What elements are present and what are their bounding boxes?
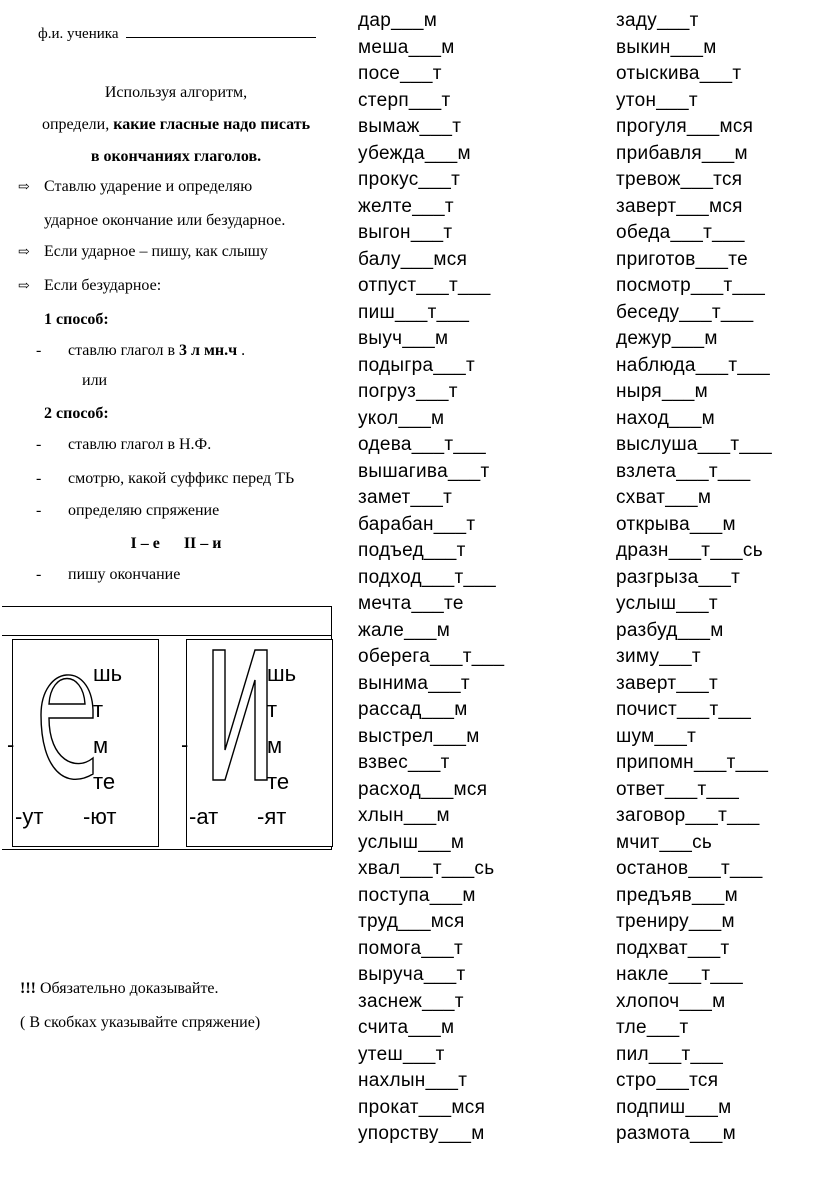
exercise-word: помога___т xyxy=(358,937,463,959)
dash-bullet: - xyxy=(36,566,42,583)
step-1 xyxy=(18,178,252,196)
way-1-title: 1 способ: xyxy=(44,311,109,328)
exercise-word: посе___т xyxy=(358,63,442,84)
exercise-word: погруз___т xyxy=(358,381,458,402)
student-name-blank[interactable] xyxy=(126,24,316,38)
way-2-item-3-text: определяю спряжение xyxy=(68,502,220,519)
second-conjugation-endings xyxy=(267,656,296,800)
exercise-word: подыгра___т xyxy=(358,354,475,376)
ending: те xyxy=(267,769,290,794)
prove-note xyxy=(20,980,219,998)
exercise-word: беседу___т___ xyxy=(616,301,754,323)
way-2-item-4-text: пишу окончание xyxy=(68,566,181,583)
exercise-word: заверт___т xyxy=(616,672,718,694)
exercise-word: хвал___т___сь xyxy=(358,858,495,879)
exercise-word: наблюда___т___ xyxy=(616,354,770,376)
exercise-word: вынима___т xyxy=(358,672,470,694)
step-2 xyxy=(18,243,268,261)
ending: шь xyxy=(267,661,297,686)
plural-ending: -ут xyxy=(15,804,44,829)
exercise-word: дар___м xyxy=(358,10,438,31)
exercise-word: меша___м xyxy=(358,36,455,58)
second-plural-endings xyxy=(189,804,339,830)
exercise-word: схват___м xyxy=(616,487,712,508)
exercise-word: почист___т___ xyxy=(616,699,752,720)
exercise-word: останов___т___ xyxy=(616,858,763,879)
exercise-word: разгрыза___т xyxy=(616,566,741,588)
exercise-word: взвес___т xyxy=(358,752,450,773)
way-1-or: или xyxy=(82,372,108,389)
exercise-word: дразн___т___сь xyxy=(616,540,763,561)
exercise-word: выстрел___м xyxy=(358,725,480,747)
ending-rule-box xyxy=(2,606,332,850)
exercise-word: замет___т xyxy=(358,487,453,508)
step-1-text: Ставлю ударение и определяю xyxy=(44,178,253,195)
exercise-word: барабан___т xyxy=(358,513,476,535)
prove-text: Обязательно доказывайте. xyxy=(35,980,219,997)
exercise-word: отыскива___т xyxy=(616,63,742,84)
way-2-item-2 xyxy=(36,470,294,488)
exercise-word: счита___м xyxy=(358,1017,455,1038)
way-2-item-2-text: смотрю, какой суффикс перед ТЬ xyxy=(68,470,295,487)
exercise-word: подхват___т xyxy=(616,937,730,959)
exercise-word: открыва___м xyxy=(616,513,736,535)
dash-bullet: - xyxy=(36,470,42,487)
exercise-word: балу___мся xyxy=(358,248,468,270)
dash-bullet: - xyxy=(36,502,42,519)
dash-bullet: - xyxy=(36,342,42,359)
exercise-word: выруча___т xyxy=(358,964,466,985)
exercise-word: стро___тся xyxy=(616,1070,719,1091)
exercise-word: предъяв___м xyxy=(616,884,738,906)
exercise-word: прогуля___мся xyxy=(616,116,754,137)
conjugation-rule: I – е II – и xyxy=(130,535,222,552)
exercise-word: трениру___м xyxy=(616,911,735,932)
exercise-word: услыш___т xyxy=(616,593,718,614)
ending: м xyxy=(267,733,283,758)
exercise-word: рассад___м xyxy=(358,699,468,720)
exercise-word: разбуд___м xyxy=(616,619,724,641)
way-2-item-1 xyxy=(36,436,211,454)
exercise-word: укол___м xyxy=(358,407,445,429)
exercise-word: подъед___т xyxy=(358,540,466,561)
second-conjugation-card xyxy=(181,639,333,847)
minus-sign: - xyxy=(7,732,15,757)
exercise-word: утон___т xyxy=(616,89,698,111)
exercise-word: дежур___м xyxy=(616,328,718,349)
plural-ending: -ют xyxy=(83,804,117,829)
word-column-right xyxy=(616,8,772,1148)
exercise-word: оберега___т___ xyxy=(358,646,505,667)
ending: т xyxy=(267,697,278,722)
exercise-word: хлын___м xyxy=(358,805,450,826)
exercise-word: ныря___м xyxy=(616,381,708,402)
intro-line-1: Используя алгоритм, xyxy=(104,84,248,101)
exercise-word: труд___мся xyxy=(358,911,465,932)
exercise-word: пиш___т___ xyxy=(358,301,470,323)
exercise-word: обеда___т___ xyxy=(616,222,745,243)
first-plural-endings xyxy=(15,804,165,830)
exercise-word: заду___т xyxy=(616,10,699,31)
word-column-left xyxy=(358,8,504,1148)
exercise-word: прибавля___м xyxy=(616,142,748,164)
exercise-word: вышагива___т xyxy=(358,460,490,482)
exercise-word: припомн___т___ xyxy=(616,752,769,773)
plural-ending: -ят xyxy=(257,804,287,829)
first-conjugation-card xyxy=(7,639,159,847)
arrow-right-icon: ⇨ xyxy=(18,180,30,195)
exercise-word: мечта___те xyxy=(358,593,464,614)
step-3 xyxy=(18,277,161,295)
step-3-text: Если безударное: xyxy=(44,277,162,294)
exercise-word: прокат___мся xyxy=(358,1096,486,1118)
exercise-word: зиму___т xyxy=(616,646,701,667)
exercise-word: поступа___м xyxy=(358,884,476,906)
plural-ending: -ат xyxy=(189,804,219,829)
exercise-word: вымаж___т xyxy=(358,116,462,137)
exercise-word: услыш___м xyxy=(358,831,465,853)
student-label: ф.и. ученика xyxy=(38,26,119,42)
intro-line-3: в окончаниях глаголов. xyxy=(90,148,262,165)
exercise-word: выслуша___т___ xyxy=(616,434,772,455)
exercise-word: размота___м xyxy=(616,1123,736,1144)
exercise-word: утеш___т xyxy=(358,1043,445,1065)
way-2-title: 2 способ: xyxy=(44,405,109,422)
exercise-word: выуч___м xyxy=(358,328,449,349)
exercise-word: тревож___тся xyxy=(616,169,743,190)
intro-line-2-bold: какие гласные надо писать xyxy=(113,116,311,133)
exercise-word: упорству___м xyxy=(358,1123,485,1144)
exercise-word: убежда___м xyxy=(358,142,471,164)
ending: т xyxy=(93,697,104,722)
way-1-item xyxy=(36,342,245,360)
arrow-right-icon: ⇨ xyxy=(18,279,30,294)
exercise-word: подпиш___м xyxy=(616,1096,732,1118)
exercise-word: взлета___т___ xyxy=(616,460,751,482)
ending: те xyxy=(93,769,116,794)
arrow-right-icon: ⇨ xyxy=(18,245,30,260)
exclamation-marks: !!! xyxy=(20,980,36,997)
exercise-word: выгон___т xyxy=(358,222,453,243)
dash-bullet: - xyxy=(36,436,42,453)
exercise-word: нахлын___т xyxy=(358,1070,468,1091)
big-letter-e xyxy=(31,640,101,790)
exercise-word: пил___т___ xyxy=(616,1043,724,1065)
student-name-line xyxy=(38,24,316,43)
way-1-item-bold: 3 л мн.ч xyxy=(179,342,238,359)
exercise-word: посмотр___т___ xyxy=(616,275,766,296)
brackets-note: ( В скобках указывайте спряжение) xyxy=(20,1014,261,1031)
exercise-word: наход___м xyxy=(616,407,716,429)
exercise-word: приготов___те xyxy=(616,248,748,270)
minus-sign: - xyxy=(181,732,189,757)
big-letter-i xyxy=(205,640,275,790)
way-1-item-plain: ставлю глагол в xyxy=(68,342,179,359)
intro-line-2 xyxy=(20,116,332,134)
way-2-item-1-text: ставлю глагол в Н.Ф. xyxy=(68,436,212,453)
exercise-word: стерп___т xyxy=(358,89,451,111)
exercise-word: шум___т xyxy=(616,725,697,747)
exercise-word: заговор___т___ xyxy=(616,805,760,826)
exercise-word: одева___т___ xyxy=(358,434,486,455)
ending: шь xyxy=(93,661,123,686)
exercise-word: подход___т___ xyxy=(358,566,497,588)
exercise-word: желте___т xyxy=(358,195,454,217)
exercise-word: тле___т xyxy=(616,1017,689,1038)
exercise-word: ответ___т___ xyxy=(616,778,740,800)
intro-line-2-plain: определи, xyxy=(41,116,114,133)
exercise-word: хлопоч___м xyxy=(616,990,726,1012)
way-2-item-3 xyxy=(36,502,219,520)
exercise-word: заверт___мся xyxy=(616,195,743,217)
exercise-word: накле___т___ xyxy=(616,964,743,985)
ending: м xyxy=(93,733,109,758)
rule-box-divider xyxy=(2,635,331,636)
step-2-text: Если ударное – пишу, как слышу xyxy=(44,243,268,260)
exercise-word: прокус___т xyxy=(358,169,461,190)
exercise-word: отпуст___т___ xyxy=(358,275,491,296)
first-conjugation-endings xyxy=(93,656,122,800)
way-2-item-4 xyxy=(36,566,180,584)
exercise-word: расход___мся xyxy=(358,778,488,800)
exercise-word: жале___м xyxy=(358,619,451,641)
exercise-word: заснеж___т xyxy=(358,990,464,1012)
exercise-word: мчит___сь xyxy=(616,831,713,853)
way-1-item-end: . xyxy=(237,342,246,359)
exercise-word: выкин___м xyxy=(616,36,717,58)
step-1-continuation: ударное окончание или безударное. xyxy=(44,212,286,229)
